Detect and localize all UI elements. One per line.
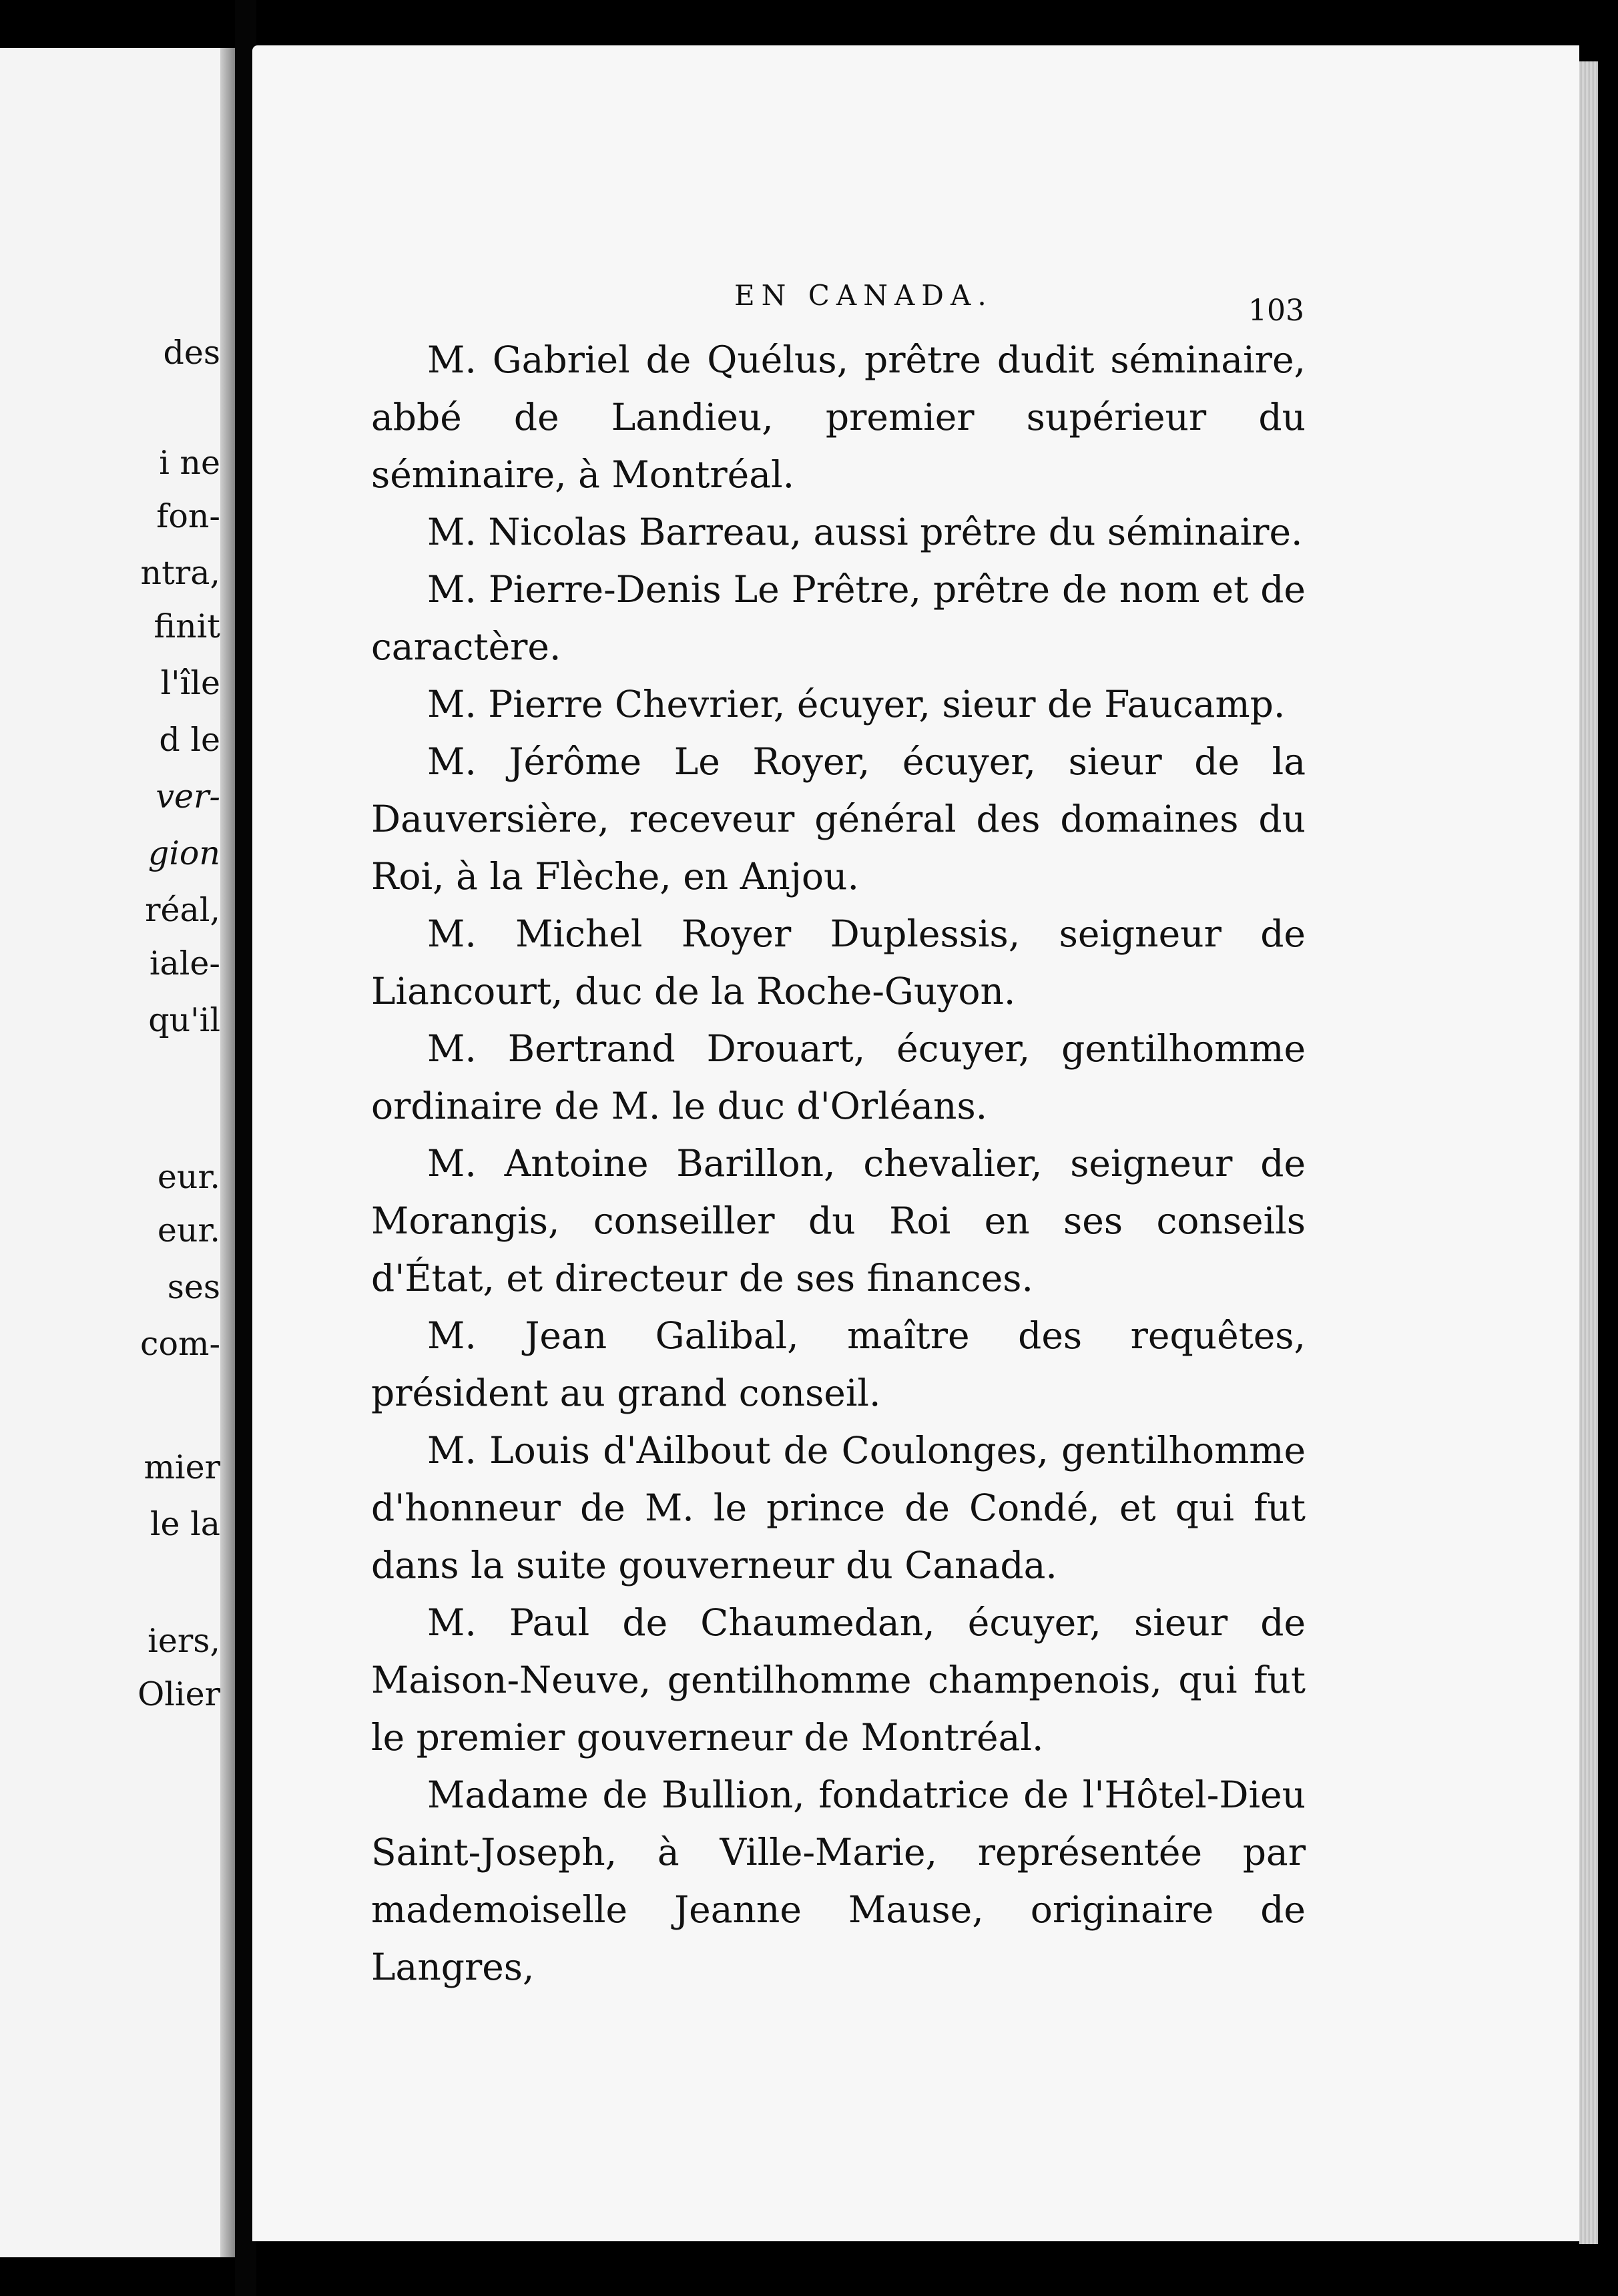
page-edge — [1579, 61, 1598, 2244]
facing-page-line: qu'il — [148, 1001, 220, 1039]
facing-page-line: des — [163, 334, 220, 372]
paragraph: M. Antoine Barillon, chevalier, seigneur de Morangis, conseiller du Roi en ses conseils d'État, et directeur de ses finances. — [371, 1142, 1306, 1300]
facing-page-line: com- — [140, 1325, 220, 1363]
facing-page-line: Olier — [138, 1675, 220, 1713]
facing-page-line: i ne — [159, 444, 220, 482]
facing-page-line: ses — [167, 1268, 220, 1306]
running-head: EN CANADA. — [734, 279, 993, 312]
paragraph: M. Louis d'Ailbout de Coulonges, gentilhomme d'honneur de M. le prince de Condé, et qui fut dans la suite gouverneur du Canada. — [371, 1429, 1306, 1587]
facing-page-line: iale- — [149, 944, 220, 982]
facing-page-line: fon- — [156, 497, 220, 535]
facing-page-line: finit — [154, 607, 220, 645]
facing-page-line: ntra, — [140, 554, 220, 592]
body-text — [371, 331, 1306, 1996]
facing-page-line: le la — [150, 1505, 220, 1543]
paragraph: M. Jérôme Le Royer, écuyer, sieur de la Dauversière, receveur général des domaines du Roi, à la Flèche, en Anjou. — [371, 740, 1306, 898]
paragraph: M. Pierre Chevrier, écuyer, sieur de Faucamp. — [427, 683, 1286, 726]
facing-page-line: réal, — [145, 891, 220, 929]
facing-page-line: eur. — [157, 1211, 220, 1249]
facing-page — [0, 48, 235, 2257]
paragraph: M. Michel Royer Duplessis, seigneur de Liancourt, duc de la Roche-Guyon. — [371, 912, 1306, 1013]
facing-page-line: mier — [144, 1448, 220, 1486]
page-number: 103 — [1248, 294, 1304, 328]
paragraph: M. Pierre-Denis Le Prêtre, prêtre de nom et de caractère. — [371, 568, 1306, 668]
paragraph: M. Paul de Chaumedan, écuyer, sieur de Maison-Neuve, gentilhomme champenois, qui fut le premier gouverneur de Montréal. — [371, 1601, 1306, 1759]
facing-page-line: gion — [148, 834, 220, 872]
facing-page-line: iers, — [148, 1622, 220, 1660]
facing-page-line: ver- — [156, 778, 220, 816]
paragraph: M. Gabriel de Quélus, prêtre dudit séminaire, abbé de Landieu, premier supérieur du séminaire, à Montréal. — [371, 338, 1306, 496]
facing-page-line: l'île — [160, 664, 220, 702]
facing-page-line: d le — [159, 721, 220, 759]
facing-page-line: eur. — [157, 1158, 220, 1196]
paragraph: M. Bertrand Drouart, écuyer, gentilhomme ordinaire de M. le duc d'Orléans. — [371, 1027, 1306, 1127]
paragraph: M. Jean Galibal, maître des requêtes, président au grand conseil. — [371, 1314, 1306, 1414]
paragraph: Madame de Bullion, fondatrice de l'Hôtel-Dieu Saint-Joseph, à Ville-Marie, représentée par mademoiselle Jeanne Mause, originaire de Langres, — [371, 1773, 1306, 1988]
paragraph: M. Nicolas Barreau, aussi prêtre du séminaire. — [427, 511, 1303, 553]
